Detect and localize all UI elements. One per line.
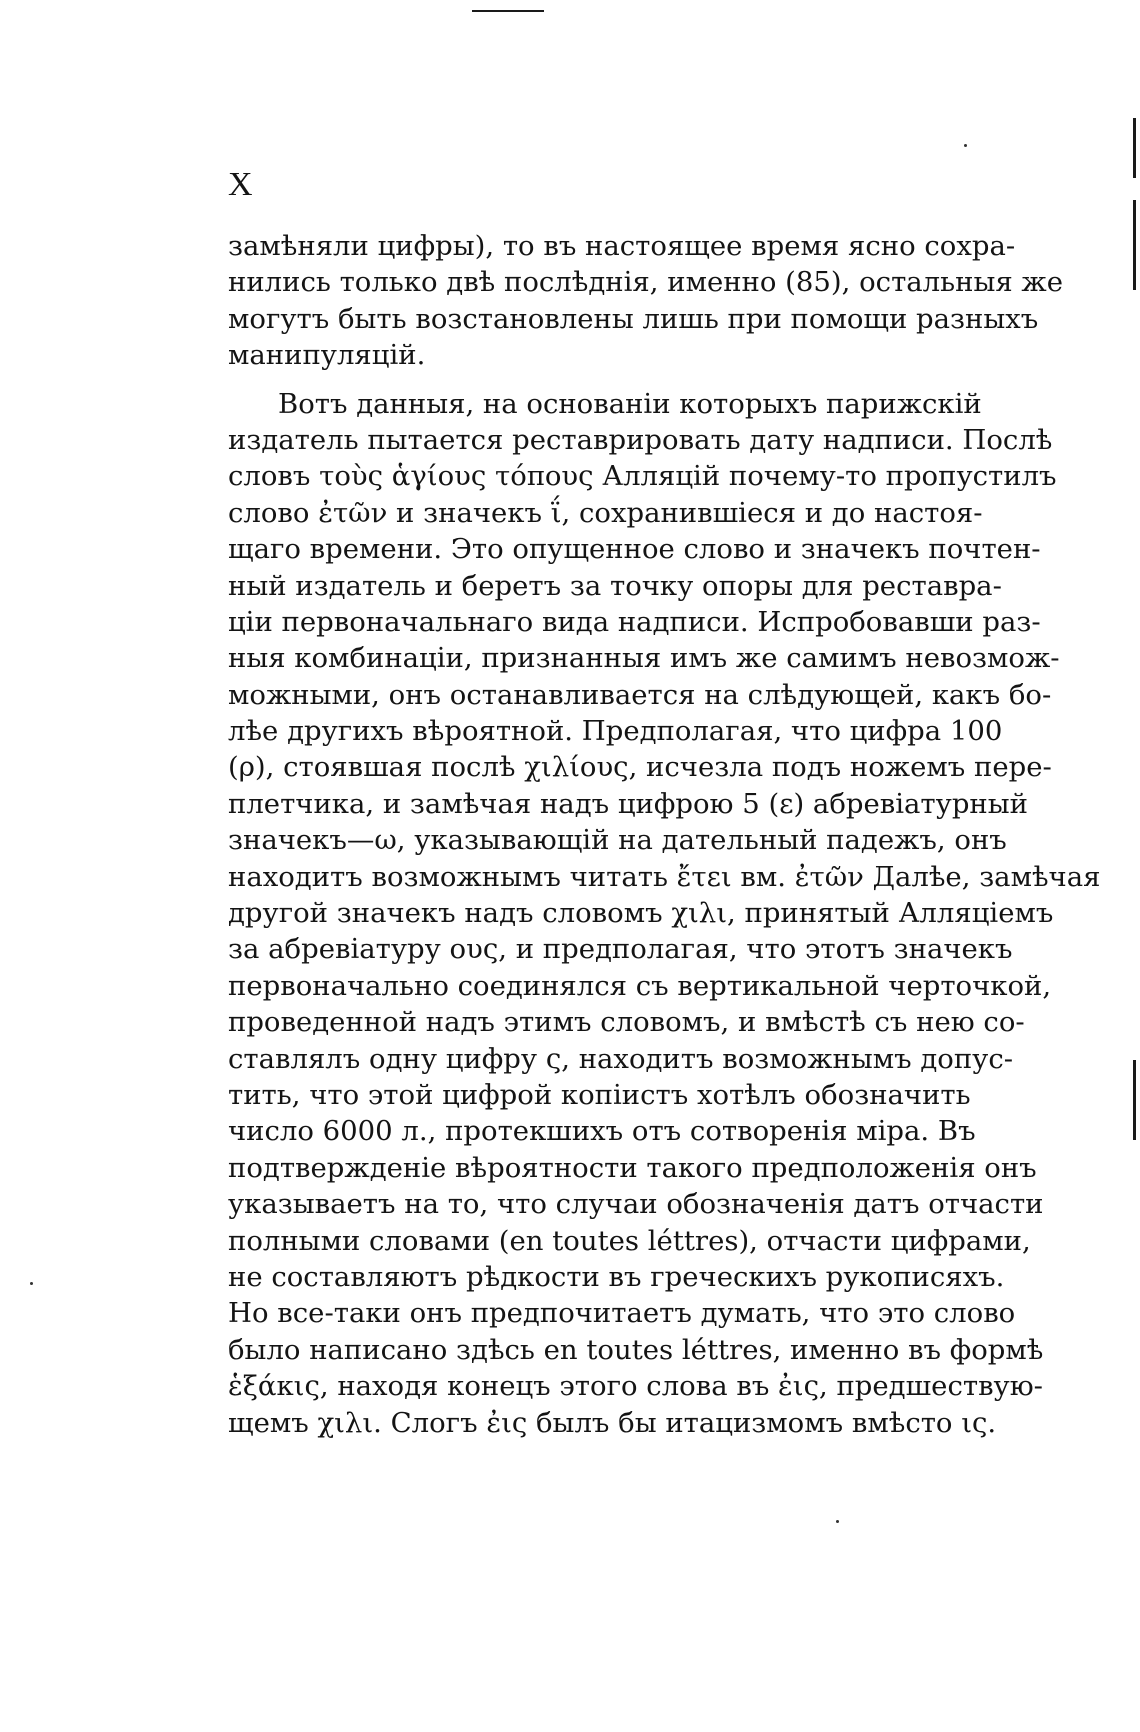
text-line: тить, что этой цифрой копіистъ хотѣлъ обозначить xyxy=(228,1078,971,1111)
text-line: число 6000 л., протекшихъ отъ сотворенія міра. Въ xyxy=(228,1115,976,1148)
text-line: первоначально соединялся съ вертикальной черточкой, xyxy=(228,969,1052,1002)
text-line: словъ τοὺς ἁγίους τόπους Алляцій почему-то пропустилъ xyxy=(228,460,1057,493)
text-line: замѣняли цифры), то въ настоящее время ясно сохра- xyxy=(228,230,1016,262)
text-line: ставлялъ одну цифру ς, находитъ возможнымъ допус- xyxy=(228,1042,1014,1075)
text-line: Вотъ данныя, на основаніи которыхъ парижскій xyxy=(278,387,982,420)
scan-edge-mark xyxy=(1133,200,1136,290)
text-line: подтвержденіе вѣроятности такого предположенія онъ xyxy=(228,1151,1037,1184)
text-line: не составляютъ рѣдкости въ греческихъ рукописяхъ. xyxy=(228,1260,1005,1293)
text-line: за абревіатуру ους, и предполагая, что этотъ значекъ xyxy=(228,933,1013,966)
text-line: Но все-таки онъ предпочитаетъ думать, что это слово xyxy=(228,1297,1016,1330)
scan-edge-mark xyxy=(1133,118,1136,178)
text-line: находитъ возможнымъ читать ἔτει вм. ἐτῶν Далѣе, замѣчая xyxy=(228,860,1101,893)
scan-speck xyxy=(836,1520,839,1523)
text-line: значекъ—ω, указывающій на дательный падежъ, онъ xyxy=(228,824,1007,857)
text-line: щаго времени. Это опущенное слово и значекъ почтен- xyxy=(228,533,1041,566)
text-line: манипуляцій. xyxy=(228,339,426,372)
paragraph-1 xyxy=(228,228,1064,374)
text-line: ныя комбинаціи, признанныя имъ же самимъ невозмож- xyxy=(228,642,1060,675)
text-line: слово ἐτῶν и значекъ ΐ, сохранившіеся и до настоя- xyxy=(228,496,983,529)
text-line: плетчика, и замѣчая надъ цифрою 5 (ε) абревіатурный xyxy=(228,787,1028,820)
text-line: полными словами (en toutes léttres), отчасти цифрами, xyxy=(228,1224,1031,1257)
text-line: ἑξάκις, находя конецъ этого слова въ ἐις, предшествую- xyxy=(228,1370,1043,1403)
text-line: щемъ χιλι. Слогъ ἐις былъ бы итацизмомъ вмѣсто ις. xyxy=(228,1406,997,1439)
text-line: ціи первоначальнаго вида надписи. Испробовавши раз- xyxy=(228,605,1041,638)
text-line: издатель пытается реставрировать дату надписи. Послѣ xyxy=(228,423,1053,456)
text-line: ный издатель и беретъ за точку опоры для реставра- xyxy=(228,569,1002,602)
scan-speck xyxy=(30,1282,33,1285)
scan-speck xyxy=(964,144,967,147)
text-line: проведенной надъ этимъ словомъ, и вмѣстѣ съ нею со- xyxy=(228,1006,1025,1039)
text-line: (ρ), стоявшая послѣ χιλίους, исчезла подъ ножемъ пере- xyxy=(228,751,1052,784)
scan-edge-mark xyxy=(1133,1060,1136,1140)
page-number: X xyxy=(228,166,253,203)
text-line: можными, онъ останавливается на слѣдующей, какъ бо- xyxy=(228,678,1052,711)
body-text xyxy=(228,228,1101,1441)
paragraph-2 xyxy=(228,386,1101,1441)
text-line: нились только двѣ послѣднія, именно (85), остальныя же xyxy=(228,266,1064,299)
text-line: лѣе другихъ вѣроятной. Предполагая, что цифра 100 xyxy=(228,715,1003,748)
text-line: могутъ быть возстановлены лишь при помощи разныхъ xyxy=(228,302,1039,335)
text-line: было написано здѣсь en toutes léttres, именно въ формѣ xyxy=(228,1333,1044,1366)
text-line: другой значекъ надъ словомъ χιλι, принятый Алляціемъ xyxy=(228,897,1054,930)
top-rule xyxy=(472,10,544,12)
text-line: указываетъ на то, что случаи обозначенія датъ отчасти xyxy=(228,1188,1044,1221)
